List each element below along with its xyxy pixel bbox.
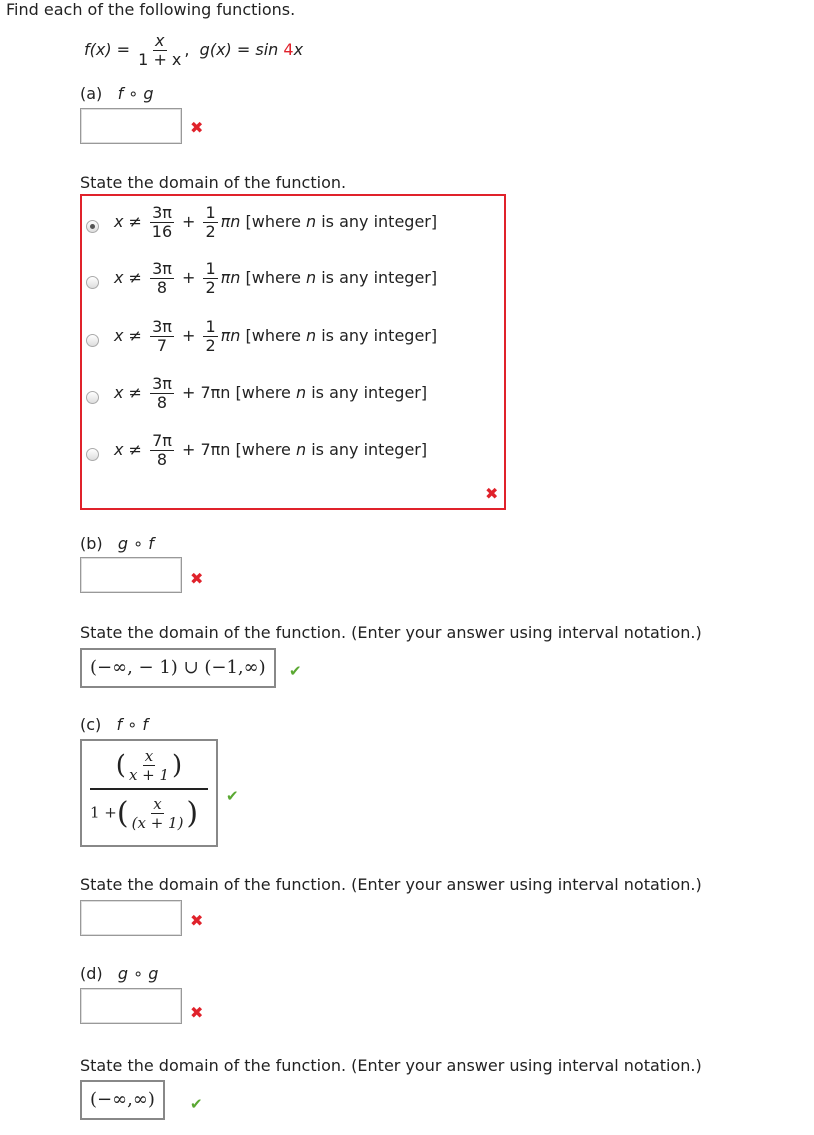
frac-num: 7π bbox=[152, 431, 172, 450]
option-n: n bbox=[306, 212, 317, 231]
option-suffix: is any integer] bbox=[306, 440, 428, 459]
inner-numerator: x bbox=[144, 747, 154, 765]
frac-num: 1 bbox=[205, 259, 216, 278]
frac-den: 8 bbox=[156, 393, 168, 412]
part-label: (c) bbox=[80, 715, 102, 734]
denom-denominator: (x + 1) bbox=[131, 814, 184, 832]
option-n: n bbox=[306, 326, 317, 345]
option-suffix: [where bbox=[240, 268, 306, 287]
part-a-label bbox=[80, 84, 154, 103]
option-plus: + 7πn bbox=[181, 440, 231, 459]
part-d-label bbox=[80, 964, 158, 983]
f-definition: f(x) = bbox=[84, 40, 131, 59]
answer-c[interactable] bbox=[80, 739, 218, 847]
incorrect-icon: ✖ bbox=[190, 118, 204, 137]
option-fraction bbox=[150, 318, 174, 355]
part-expr: g ∘ f bbox=[117, 534, 154, 553]
option-fraction bbox=[150, 260, 174, 297]
option-coef bbox=[203, 318, 217, 355]
domain-answer-b[interactable]: (−∞, − 1) ∪ (−1,∞) bbox=[80, 648, 276, 688]
domain-prompt-d: State the domain of the function. (Enter your answer using interval notation.) bbox=[80, 1056, 702, 1075]
frac-num: 3π bbox=[152, 317, 172, 336]
correct-icon: ✔ bbox=[190, 1095, 203, 1113]
option-label[interactable] bbox=[114, 204, 437, 241]
option-plus: + bbox=[181, 268, 196, 287]
separator: , bbox=[184, 40, 190, 59]
instructions: Find each of the following functions. bbox=[6, 0, 296, 19]
frac-den: 2 bbox=[205, 222, 216, 241]
frac-den: 2 bbox=[205, 336, 216, 355]
f-numerator: x bbox=[155, 31, 165, 50]
g-definition: g(x) = sin bbox=[199, 40, 284, 59]
part-label: (b) bbox=[80, 534, 103, 553]
frac-num: 3π bbox=[152, 259, 172, 278]
frac-num: 3π bbox=[152, 203, 172, 222]
option-plus: + bbox=[181, 212, 196, 231]
option-coef bbox=[203, 260, 217, 297]
denom-numerator: x bbox=[153, 795, 162, 813]
frac-den: 16 bbox=[151, 222, 173, 241]
frac-num: 3π bbox=[152, 374, 172, 393]
option-n: n bbox=[306, 268, 317, 287]
option-label[interactable] bbox=[114, 432, 427, 469]
part-label: (a) bbox=[80, 84, 103, 103]
g-variable: x bbox=[293, 40, 304, 59]
inner-denominator: x + 1 bbox=[128, 766, 170, 784]
option-label[interactable] bbox=[114, 375, 427, 412]
option-label[interactable] bbox=[114, 260, 437, 297]
option-suffix: is any integer] bbox=[316, 326, 438, 345]
part-expr: f ∘ f bbox=[116, 715, 148, 734]
option-label[interactable] bbox=[114, 318, 437, 355]
frac-den: 8 bbox=[156, 450, 168, 469]
outer-prefix: 1 + bbox=[90, 803, 117, 822]
radio-option-1[interactable] bbox=[86, 220, 99, 233]
domain-input-c[interactable] bbox=[80, 900, 182, 936]
frac-den: 7 bbox=[156, 336, 168, 355]
option-n: n bbox=[295, 440, 307, 459]
option-suffix: [where bbox=[240, 212, 306, 231]
radio-option-5[interactable] bbox=[86, 448, 99, 461]
given-functions bbox=[84, 32, 303, 69]
domain-answer-d[interactable]: (−∞,∞) bbox=[80, 1080, 165, 1120]
incorrect-icon: ✖ bbox=[485, 484, 499, 503]
frac-den: 8 bbox=[156, 278, 168, 297]
option-fraction bbox=[150, 432, 174, 469]
correct-icon: ✔ bbox=[226, 787, 239, 805]
option-suffix: [where bbox=[230, 383, 296, 402]
option-tail: πn bbox=[220, 326, 241, 345]
domain-prompt-b: State the domain of the function. (Enter your answer using interval notation.) bbox=[80, 623, 702, 642]
option-coef bbox=[203, 204, 217, 241]
part-label: (d) bbox=[80, 964, 103, 983]
option-suffix: [where bbox=[230, 440, 296, 459]
option-tail: πn bbox=[220, 268, 241, 287]
option-prefix: x ≠ bbox=[114, 383, 142, 402]
frac-num: 1 bbox=[205, 203, 216, 222]
part-expr: g ∘ g bbox=[117, 964, 159, 983]
option-tail: πn bbox=[220, 212, 241, 231]
option-fraction bbox=[150, 375, 174, 412]
part-b-label bbox=[80, 534, 154, 553]
f-fraction bbox=[138, 32, 181, 69]
option-plus: + bbox=[181, 326, 196, 345]
outer-denominator: 1 +( $\frac{x}{(x + 1)}$ ) bbox=[90, 795, 199, 832]
part-c-label bbox=[80, 715, 148, 734]
frac-den: 2 bbox=[205, 278, 216, 297]
incorrect-icon: ✖ bbox=[190, 1003, 204, 1022]
option-plus: + 7πn bbox=[181, 383, 231, 402]
answer-input-b[interactable] bbox=[80, 557, 182, 593]
frac-num: 1 bbox=[205, 317, 216, 336]
option-prefix: x ≠ bbox=[114, 326, 142, 345]
g-coefficient: 4 bbox=[283, 40, 294, 59]
domain-prompt-a: State the domain of the function. bbox=[80, 173, 347, 192]
f-denominator: 1 + x bbox=[138, 50, 182, 69]
option-fraction bbox=[150, 204, 174, 241]
option-suffix: is any integer] bbox=[316, 268, 438, 287]
incorrect-icon: ✖ bbox=[190, 569, 204, 588]
option-prefix: x ≠ bbox=[114, 212, 142, 231]
part-expr: f ∘ g bbox=[117, 84, 154, 103]
radio-option-2[interactable] bbox=[86, 276, 99, 289]
answer-input-a[interactable] bbox=[80, 108, 182, 144]
radio-option-4[interactable] bbox=[86, 391, 99, 404]
domain-prompt-c: State the domain of the function. (Enter your answer using interval notation.) bbox=[80, 875, 702, 894]
outer-numerator: ( $\frac{x}{x + 1}$ ) bbox=[90, 747, 208, 790]
option-suffix: [where bbox=[240, 326, 306, 345]
option-suffix: is any integer] bbox=[316, 212, 438, 231]
option-n: n bbox=[295, 383, 307, 402]
correct-icon: ✔ bbox=[289, 662, 302, 680]
option-prefix: x ≠ bbox=[114, 440, 142, 459]
option-prefix: x ≠ bbox=[114, 268, 142, 287]
radio-option-3[interactable] bbox=[86, 334, 99, 347]
answer-input-d[interactable] bbox=[80, 988, 182, 1024]
option-suffix: is any integer] bbox=[306, 383, 428, 402]
incorrect-icon: ✖ bbox=[190, 911, 204, 930]
